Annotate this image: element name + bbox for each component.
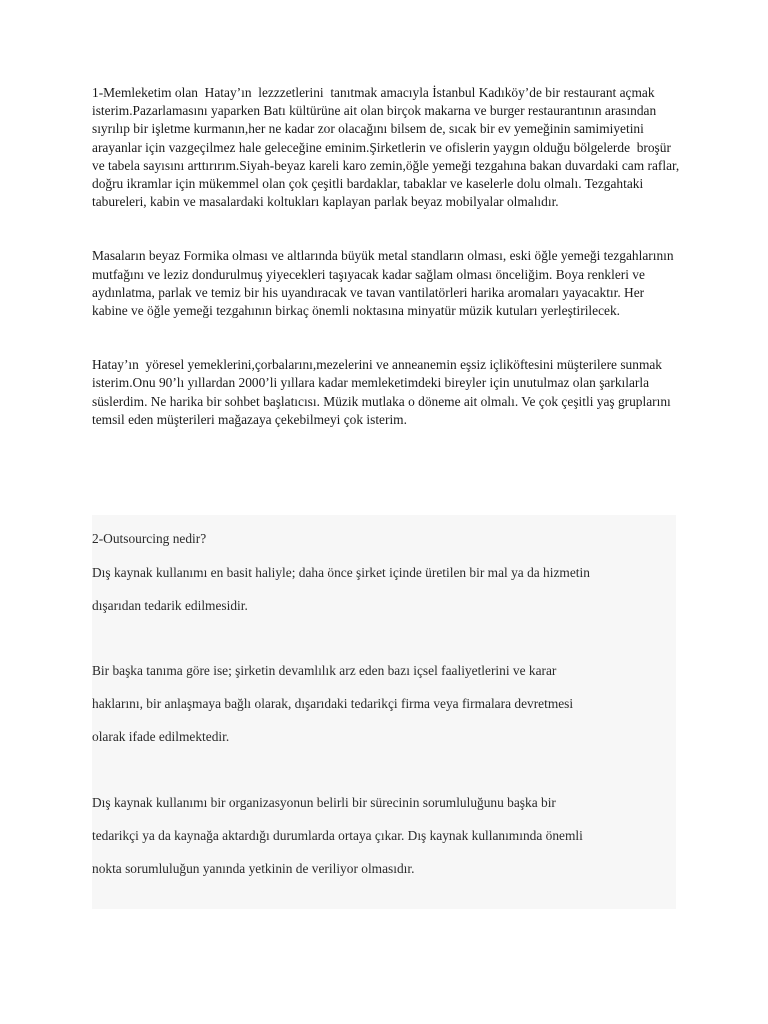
section-2-outsourcing — [92, 515, 676, 909]
paragraph-furniture: Masaların beyaz Formika olması ve altlarında büyük metal standların olması, eski öğle yemeği tezgahlarının mutfağını ve leziz dondurulmuş yiyecekleri taşıyacak kadar sağlam olması önceliğim. Boya renkleri ve aydınlatma, parlak ve temiz bir his uyandıracak ve tavan vantilatörleri harika aromaları yayacaktır. Her kabine ve öğle yemeği tezgahının birkaç önemli noktasına minyatür müzik kutuları yerleştirilecek. — [92, 248, 677, 319]
section-1 — [92, 84, 682, 429]
paragraph-restaurant-intro: 1-Memleketim olan Hatay’ın lezzzetlerini tanıtmak amacıyla İstanbul Kadıköy’de bir restaurant açmak isterim.Pazarlamasını yaparken Batı kültürüne ait olan birçok makarna ve burger restaurantının arasından sıyrılıp bir işletme kurmanın,her ne kadar zor olacağını bilsem de, sıcak bir ev yemeğinin samimiyetini arayanlar için vazgeçilmez hale geleceğine eminim.Şirketlerin ve ofislerin yaygın olduğu bölgelerde broşür ve tabela sayısını arttırırım.Siyah-beyaz kareli karo zemin,öğle yemeği tezgahına bakan duvardaki cam raflar, doğru ikramlar için mükemmel olan çok çeşitli bardaklar, tabaklar ve kaselerle dolu olmalı. Tezgahtaki tabureleri, kabin ve masalardaki koltukları kaplayan parlak beyaz mobilyalar olmalıdır. — [92, 85, 683, 210]
text-line: Bir başka tanıma göre ise; şirketin devamlılık arz eden bazı içsel faaliyetlerini ve karar — [92, 663, 557, 678]
text-line: olarak ifade edilmektedir. — [92, 729, 230, 744]
section-heading: 2-Outsourcing nedir? — [92, 531, 207, 546]
paragraph-menu-music: Hatay’ın yöresel yemeklerini,çorbalarını,mezelerini ve anneanemin eşsiz içliköftesini müşterilere sunmak isterim.Onu 90’lı yıllardan 2000’li yıllara kadar memleketimdeki bireyler için unutulmaz olan şarkılarla süslerdim. Ne harika bir sohbet başlatıcısı. Müzik mutlaka o döneme ait olmalı. Ve çok çeşitli yaş gruplarını temsil eden müşterileri mağazaya çekebilmeyi çok isterim. — [92, 357, 675, 427]
text-line: dışarıdan tedarik edilmesidir. — [92, 598, 248, 613]
text-line: Dış kaynak kullanımı bir organizasyonun belirli bir sürecinin sorumluluğunu başka bir — [92, 795, 556, 810]
text-line: haklarını, bir anlaşmaya bağlı olarak, dışarıdaki tedarikçi firma veya firmalara devretmesi — [92, 696, 574, 711]
text-line: Dış kaynak kullanımı en basit haliyle; daha önce şirket içinde üretilen bir mal ya da hizmetin — [92, 565, 590, 580]
text-line: nokta sorumluluğun yanında yetkinin de veriliyor olmasıdır. — [92, 861, 415, 876]
text-line: tedarikçi ya da kaynağa aktardığı durumlarda ortaya çıkar. Dış kaynak kullanımında önemli — [92, 828, 583, 843]
